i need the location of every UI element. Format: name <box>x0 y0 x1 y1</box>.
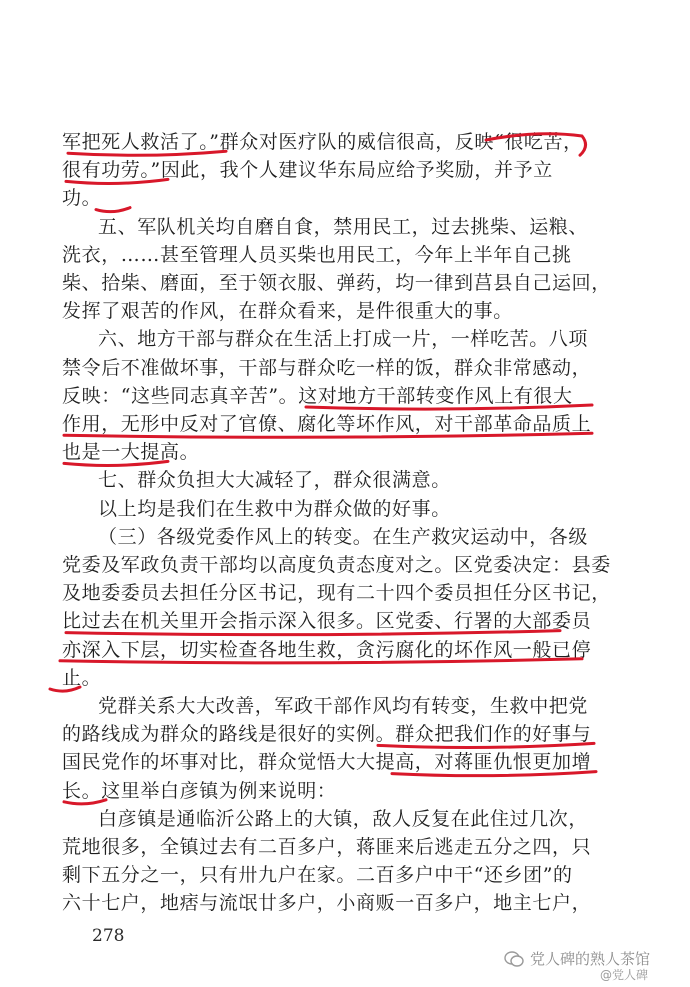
text-line: 很有功劳。”因此，我个人建议华东局应给予奖励，并予立 <box>62 159 553 182</box>
text-line: （三）各级党委作风上的转变。在生产救灾运动中，各级 <box>98 525 589 548</box>
text-line: 六十七户，地痞与流氓廿多户，小商贩一百多户，地主七户， <box>62 892 592 915</box>
text-line: 禁令后不准做坏事，干部与群众吃一样的饭，群众非常感动， <box>62 356 592 379</box>
text-line: 及地委委员去担任分区书记，现有二十四个委员担任分区书记， <box>62 582 611 605</box>
text-line: 荒地很多，全镇过去有二百多户，蒋匪来后逃走五分之四，只 <box>62 836 592 858</box>
watermark-text: 党人碑的熟人茶馆 <box>530 950 651 968</box>
page-number: 278 <box>92 926 125 946</box>
text-line: 剩下五分之一，只有卅九户在家。二百多户中干“还乡团”的 <box>62 864 573 887</box>
text-line: 的路线成为群众的路线是很好的实例。群众把我们作的好事与 <box>62 723 592 746</box>
text-line: 也是一大提高。 <box>62 441 200 464</box>
text-line: 作用，无形中反对了官僚、腐化等坏作风，对干部革命品质上 <box>62 413 592 435</box>
text-line: 党委及军政负责干部均以高度负责态度对之。区党委决定：县委 <box>62 554 611 576</box>
text-line: 五、军队机关均自磨自食，禁用民工，过去挑柴、运粮、 <box>98 215 589 238</box>
text-line: 功。 <box>62 187 102 210</box>
text-line: 白彦镇是通临沂公路上的大镇，敌人反复在此住过几次， <box>98 807 589 830</box>
text-line: 反映：“这些同志真辛苦”。这对地方干部转变作风上有很大 <box>62 384 573 407</box>
text-line: 止。 <box>62 666 102 689</box>
text-line: 发挥了艰苦的作风，在群众看来，是件很重大的事。 <box>62 300 513 323</box>
text-line: 六、地方干部与群众在生活上打成一片，一样吃苦。八项 <box>98 328 589 351</box>
text-line: 柴、拾柴、磨面，至于领衣服、弹药，均一律到莒县自己运回， <box>62 272 611 294</box>
text-line: 党群关系大大改善，军政干部作风均有转变，生救中把党 <box>98 695 589 717</box>
text-line: 国民党作的坏事对比，群众觉悟大大提高，对蒋匪仇恨更加增 <box>62 751 592 774</box>
text-line: 长。这里举白彦镇为例来说明： <box>62 779 337 802</box>
text-line: 比过去在机关里开会指示深入很多。区党委、行署的大部委员 <box>62 610 592 633</box>
text-line: 军把死人救活了。”群众对医疗队的威信很高，反映“很吃苦， <box>62 131 583 153</box>
text-line: 以上均是我们在生救中为群众做的好事。 <box>98 497 451 520</box>
text-line: 亦深入下层，切实检查各地生救，贪污腐化的坏作风一般已停 <box>62 638 592 661</box>
chat-bubble-icon <box>504 950 524 968</box>
watermark-handle: @党人碑 <box>600 968 649 982</box>
text-line: 洗衣，……甚至管理人员买柴也用民工，今年上半年自己挑 <box>62 243 572 266</box>
text-line: 七、群众负担大大减轻了，群众很满意。 <box>98 469 451 492</box>
